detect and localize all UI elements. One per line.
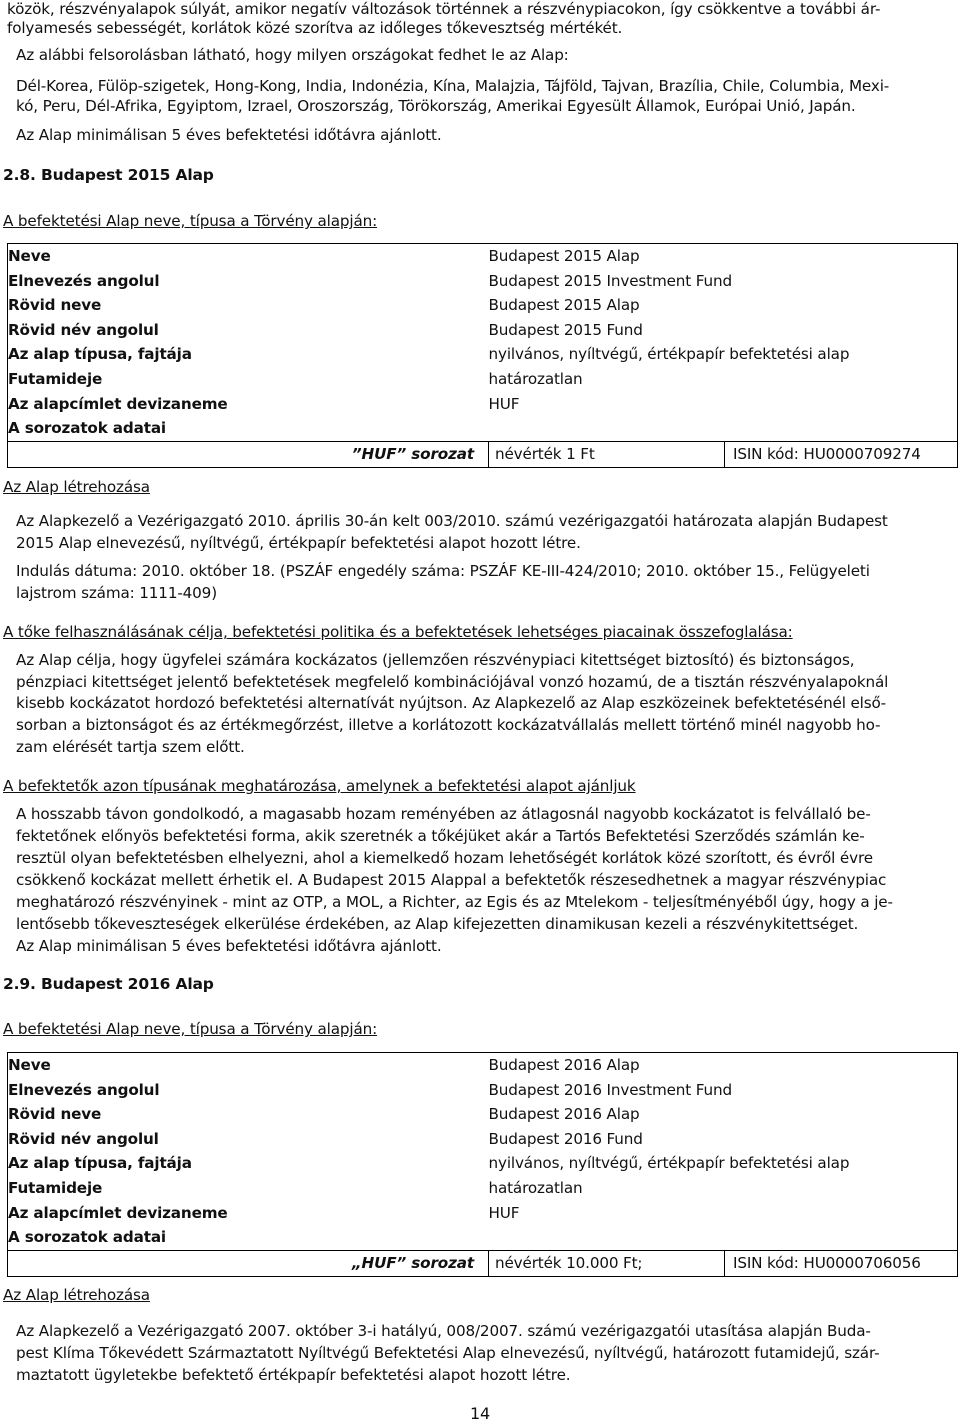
row-label: Az alap típusa, fajtája <box>8 1154 192 1173</box>
series-isin: ISIN kód: HU0000709274 <box>725 441 958 467</box>
text-line: pénzpiaci kitettséget jelentő befektetések megfelelő kombinációjával vonzó hozamú, de a tisztán részvényalapoknál <box>16 672 889 691</box>
fund-type-subheading: A befektetési Alap neve, típusa a Törvény alapján: <box>3 212 378 230</box>
start-date-text: lajstrom száma: 1111-409) <box>16 584 217 602</box>
investor-heading: A befektetők azon típusának meghatározása, amelynek a befektetési alapot ajánljuk <box>3 777 636 795</box>
text-line: Az Alap célja, hogy ügyfelei számára kockázatos (jellemzően részvénypiaci kitettséget biztosító) és biztonságos, <box>16 651 855 669</box>
row-label: Az alapcímlet devizaneme <box>8 394 228 413</box>
creation-text: 2015 Alap elnevezésű, nyíltvégű, értékpapír befektetési alapot hozott létre. <box>16 534 581 552</box>
fund-detail-row <box>8 367 958 392</box>
series-name: ”HUF” sorozat <box>8 441 489 467</box>
series-isin: ISIN kód: HU0000706056 <box>725 1250 958 1276</box>
row-label: Az alap típusa, fajtája <box>8 345 192 364</box>
row-value: HUF <box>488 394 520 413</box>
row-value: határozatlan <box>488 369 583 388</box>
countries-list: Dél-Korea, Fülöp-szigetek, Hong-Kong, India, Indonézia, Kína, Malajzia, Tájföld, Tajvan, Brazília, Chile, Columbia, Mexi- <box>16 77 890 95</box>
series-name: „HUF” sorozat <box>8 1250 489 1276</box>
row-value: nyilvános, nyíltvégű, értékpapír befektetési alap <box>488 1154 850 1173</box>
text-line: A hosszabb távon gondolkodó, a magasabb hozam reményében az átlagosnál nagyobb kockázatot is felvállaló be- <box>16 805 871 823</box>
min-term-note: Az Alap minimálisan 5 éves befektetési időtávra ajánlott. <box>16 126 442 144</box>
start-date-text: Indulás dátuma: 2010. október 18. (PSZÁF engedély száma: PSZÁF KE-III-424/2010; 2010. október 15., Felügyeleti <box>16 562 870 580</box>
row-label: Neve <box>8 1056 51 1074</box>
row-label: Elnevezés angolul <box>8 1080 160 1099</box>
row-value: Budapest 2015 Fund <box>488 320 643 339</box>
creation-label: Az Alap létrehozása <box>3 1286 150 1304</box>
fund-detail-row <box>8 1053 958 1078</box>
text-line: pest Klíma Tőkevédett Származtatott Nyíltvégű Befektetési Alap elnevezésű, nyíltvégű, határozott futamidejű, szár- <box>16 1344 880 1362</box>
countries-intro: Az alábbi felsorolásban látható, hogy milyen országokat fedhet le az Alap: <box>16 46 569 64</box>
text-line: maztatott ügyletekbe befektető értékpapír befektetési alapot hozott létre. <box>16 1366 571 1384</box>
row-label: Futamideje <box>8 1178 103 1197</box>
text-line: resztül olyan befektetésben elhelyezni, ahol a kiemelkedő hozam lehetőségét korlátok közé szorított, és évről évre <box>16 849 873 867</box>
fund-detail-row <box>8 1127 958 1152</box>
series-nominal: névérték 10.000 Ft; <box>489 1250 725 1276</box>
fund-detail-row <box>8 1201 958 1226</box>
series-row <box>8 1250 958 1276</box>
row-label: Rövid neve <box>8 1105 102 1124</box>
row-value: Budapest 2016 Alap <box>488 1105 640 1124</box>
fund-detail-row <box>8 342 958 367</box>
text-line: közök, részvényalapok súlyát, amikor negatív változások történnek a részvénypiacokon, így csökkentve a további ár- <box>7 0 881 18</box>
row-value: Budapest 2015 Alap <box>488 296 640 315</box>
row-value: Budapest 2015 Investment Fund <box>488 271 732 290</box>
row-value <box>489 416 958 441</box>
row-label: A sorozatok adatai <box>8 419 166 438</box>
row-label: Futamideje <box>8 369 103 388</box>
fund-detail-row <box>8 269 958 294</box>
row-value: Budapest 2016 Alap <box>488 1056 640 1074</box>
countries-list: kó, Peru, Dél-Afrika, Egyiptom, Izrael, Oroszország, Törökország, Amerikai Egyesült Államok, Európai Unió, Japán. <box>16 97 856 115</box>
row-label: Rövid név angolul <box>8 1129 159 1148</box>
row-value <box>489 1225 958 1250</box>
row-value: nyilvános, nyíltvégű, értékpapír befektetési alap <box>488 345 850 364</box>
row-value: HUF <box>488 1203 520 1222</box>
text-line: kisebb kockázatot hordozó befektetési alternatívát nyújtson. Az Alapkezelő az Alap eszközeinek befektetésénél első- <box>16 694 886 713</box>
text-line: Az Alap minimálisan 5 éves befektetési időtávra ajánlott. <box>16 937 442 955</box>
text-line: lentősebb tőkeveszteségek elkerülése érdekében, az Alap kifejezetten dinamikusan kezeli a részvénykitettséget. <box>16 915 859 933</box>
fund-detail-row <box>8 1225 958 1250</box>
text-line: folyamesés sebességét, korlátok közé szorítva az időleges tőkevesztség mértékét. <box>7 19 623 37</box>
fund-details-table-2016 <box>7 1052 958 1277</box>
text-line: csökkenő kockázat mellett érhetik el. A Budapest 2015 Alappal a befektetők részesedhetnek a magyar részvénypiac <box>16 871 887 889</box>
series-nominal: névérték 1 Ft <box>489 441 725 467</box>
fund-detail-row <box>8 318 958 343</box>
page-number: 14 <box>469 1404 491 1423</box>
fund-type-subheading: A befektetési Alap neve, típusa a Törvény alapján: <box>3 1020 378 1038</box>
fund-detail-row <box>8 1151 958 1176</box>
fund-detail-row <box>8 416 958 441</box>
fund-detail-row <box>8 1102 958 1127</box>
text-line: fektetőnek előnyös befektetési forma, akik szeretnék a tőkéjüket akár a Tartós Befektetési Szerződés számlán ke- <box>16 827 865 845</box>
row-value: határozatlan <box>488 1178 583 1197</box>
fund-detail-row <box>8 1078 958 1103</box>
text-line: meghatározó részvényinek - mint az OTP, a MOL, a Richter, az Egis és az Mtelekom - teljesítményéből úgy, hogy a je- <box>16 893 893 911</box>
row-label: Neve <box>8 247 51 265</box>
row-label: Rövid név angolul <box>8 320 159 339</box>
series-row <box>8 441 958 467</box>
section-heading-2016: 2.9. Budapest 2016 Alap <box>3 975 214 993</box>
text-line: Az Alapkezelő a Vezérigazgató 2007. október 3-i hatályú, 008/2007. számú vezérigazgatói utasítása alapján Buda- <box>16 1322 871 1340</box>
goal-heading: A tőke felhasználásának célja, befektetési politika és a befektetések lehetséges piacainak összefoglalása: <box>3 623 793 641</box>
row-value: Budapest 2016 Investment Fund <box>488 1080 732 1099</box>
text-line: sorban a biztonságot és az értékmegőrzést, illetve a korlátozott kockázatvállalás mellett történő minél nagyobb ho- <box>16 716 881 735</box>
row-label: Rövid neve <box>8 296 102 315</box>
row-value: Budapest 2016 Fund <box>488 1129 643 1148</box>
section-heading-2015: 2.8. Budapest 2015 Alap <box>3 166 214 184</box>
fund-detail-row <box>8 293 958 318</box>
row-label: Elnevezés angolul <box>8 271 160 290</box>
creation-label: Az Alap létrehozása <box>3 478 150 496</box>
fund-detail-row <box>8 244 958 269</box>
text-line: zam elérését tartja szem előtt. <box>16 737 245 756</box>
creation-text: Az Alapkezelő a Vezérigazgató 2010. április 30-án kelt 003/2010. számú vezérigazgatói határozata alapján Budapest <box>16 512 888 530</box>
row-label: A sorozatok adatai <box>8 1228 166 1247</box>
fund-details-table-2015 <box>7 243 958 468</box>
fund-detail-row <box>8 392 958 417</box>
fund-detail-row <box>8 1176 958 1201</box>
row-value: Budapest 2015 Alap <box>488 247 640 265</box>
row-label: Az alapcímlet devizaneme <box>8 1203 228 1222</box>
